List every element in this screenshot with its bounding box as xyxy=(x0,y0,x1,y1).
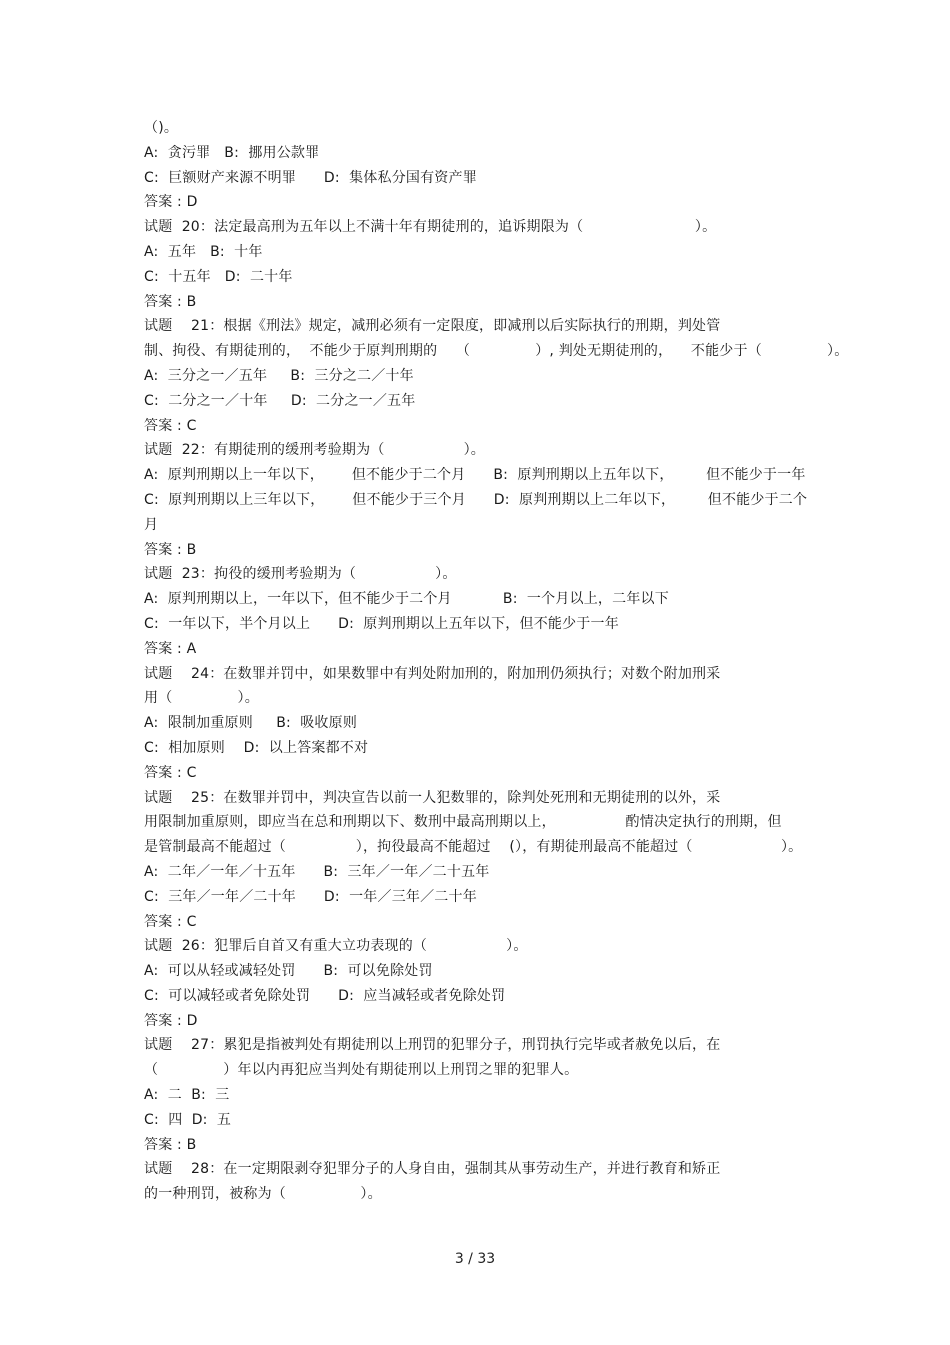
text-line: 答案 : D xyxy=(144,194,198,211)
text-line: 试题 23：拘役的缓刑考验期为（ ）。 xyxy=(144,566,457,583)
text-line: 试题 26：犯罪后自首又有重大立功表现的（ ）。 xyxy=(144,938,528,955)
text-line: C: 相加原则 D: 以上答案都不对 xyxy=(144,739,369,756)
text-line: 制、拘役、有期徒刑的， 不能少于原判刑期的 （ ）, 判处无期徒刑的， 不能少于（ ）。 xyxy=(144,343,849,360)
text-line: A: 贪污罪 B: 挪用公款罪 xyxy=(144,144,320,161)
text-line: A: 限制加重原则 B: 吸收原则 xyxy=(144,715,358,732)
text-line: 是管制最高不能超过（ ），拘役最高不能超过 (），有期徒刑最高不能超过（ ）。 xyxy=(144,839,803,856)
text-line: 答案 : A xyxy=(144,640,197,657)
text-line: 试题 20：法定最高刑为五年以上不满十年有期徒刑的，追诉期限为（ ）。 xyxy=(144,219,717,236)
text-line: A: 二年／一年／十五年 B: 三年／一年／二十五年 xyxy=(144,863,490,880)
text-line: 试题 21：根据《刑法》规定，减刑必须有一定限度，即减刑以后实际执行的刑期，判处管 xyxy=(144,318,721,335)
text-line: 试题 25：在数罪并罚中，判决宣告以前一人犯数罪的，除判处死刑和无期徒刑的以外，采 xyxy=(144,789,721,806)
text-line: A: 三分之一／五年 B: 三分之二／十年 xyxy=(144,367,414,384)
text-line: 用限制加重原则，即应当在总和刑期以下、数刑中最高刑期以上， 酌情决定执行的刑期，但 xyxy=(144,814,782,831)
page-number: 3 / 33 xyxy=(454,1251,496,1267)
text-line: C: 可以减轻或者免除处罚 D: 应当减轻或者免除处罚 xyxy=(144,987,506,1004)
text-line: 答案 : C xyxy=(144,913,197,930)
text-line: （ ）年以内再犯应当判处有期徒刑以上刑罚之罪的犯罪人。 xyxy=(144,1062,579,1079)
text-line: （)。 xyxy=(144,120,179,136)
text-line: 答案 : B xyxy=(144,293,197,310)
text-line: A: 原判刑期以上，一年以下，但不能少于二个月 B: 一个月以上，二年以下 xyxy=(144,591,669,608)
text-line: A: 五年 B: 十年 xyxy=(144,243,263,260)
text-line: 答案 : C xyxy=(144,417,197,434)
text-line: 试题 27：累犯是指被判处有期徒刑以上刑罚的犯罪分子，刑罚执行完毕或者赦免以后，在 xyxy=(144,1037,721,1054)
text-line: 答案 : B xyxy=(144,541,197,558)
text-line: 用（ ）。 xyxy=(144,690,259,707)
text-line: 试题 24：在数罪并罚中，如果数罪中有判处附加刑的，附加刑仍须执行；对数个附加刑采 xyxy=(144,665,721,682)
text-line: 试题 22：有期徒刑的缓刑考验期为（ ）。 xyxy=(144,442,485,459)
text-line: C: 一年以下，半个月以上 D: 原判刑期以上五年以下，但不能少于一年 xyxy=(144,615,619,632)
text-line: A: 二 B: 三 xyxy=(144,1087,230,1104)
text-line: 月 xyxy=(144,516,159,533)
text-line: C: 十五年 D: 二十年 xyxy=(144,268,293,285)
text-line: 答案 : B xyxy=(144,1136,197,1153)
text-line: C: 四 D: 五 xyxy=(144,1111,232,1128)
text-line: C: 原判刑期以上三年以下， 但不能少于三个月 D: 原判刑期以上二年以下， 但不能少于二个 xyxy=(144,491,808,508)
text-line: 试题 28：在一定期限剥夺犯罪分子的人身自由，强制其从事劳动生产，并进行教育和矫正 xyxy=(144,1161,721,1178)
text-line: C: 二分之一／十年 D: 二分之一／五年 xyxy=(144,392,416,409)
text-line: A: 原判刑期以上一年以下， 但不能少于二个月 B: 原判刑期以上五年以下， 但不能少于一年 xyxy=(144,467,806,484)
text-line: 答案 : C xyxy=(144,764,197,781)
text-line: 的一种刑罚，被称为（ ）。 xyxy=(144,1186,382,1203)
text-line: C: 巨额财产来源不明罪 D: 集体私分国有资产罪 xyxy=(144,169,477,186)
text-line: C: 三年／一年／二十年 D: 一年／三年／二十年 xyxy=(144,888,477,905)
text-line: 答案 : D xyxy=(144,1012,198,1029)
text-line: A: 可以从轻或减轻处罚 B: 可以免除处罚 xyxy=(144,963,433,980)
document-body xyxy=(144,116,849,1207)
